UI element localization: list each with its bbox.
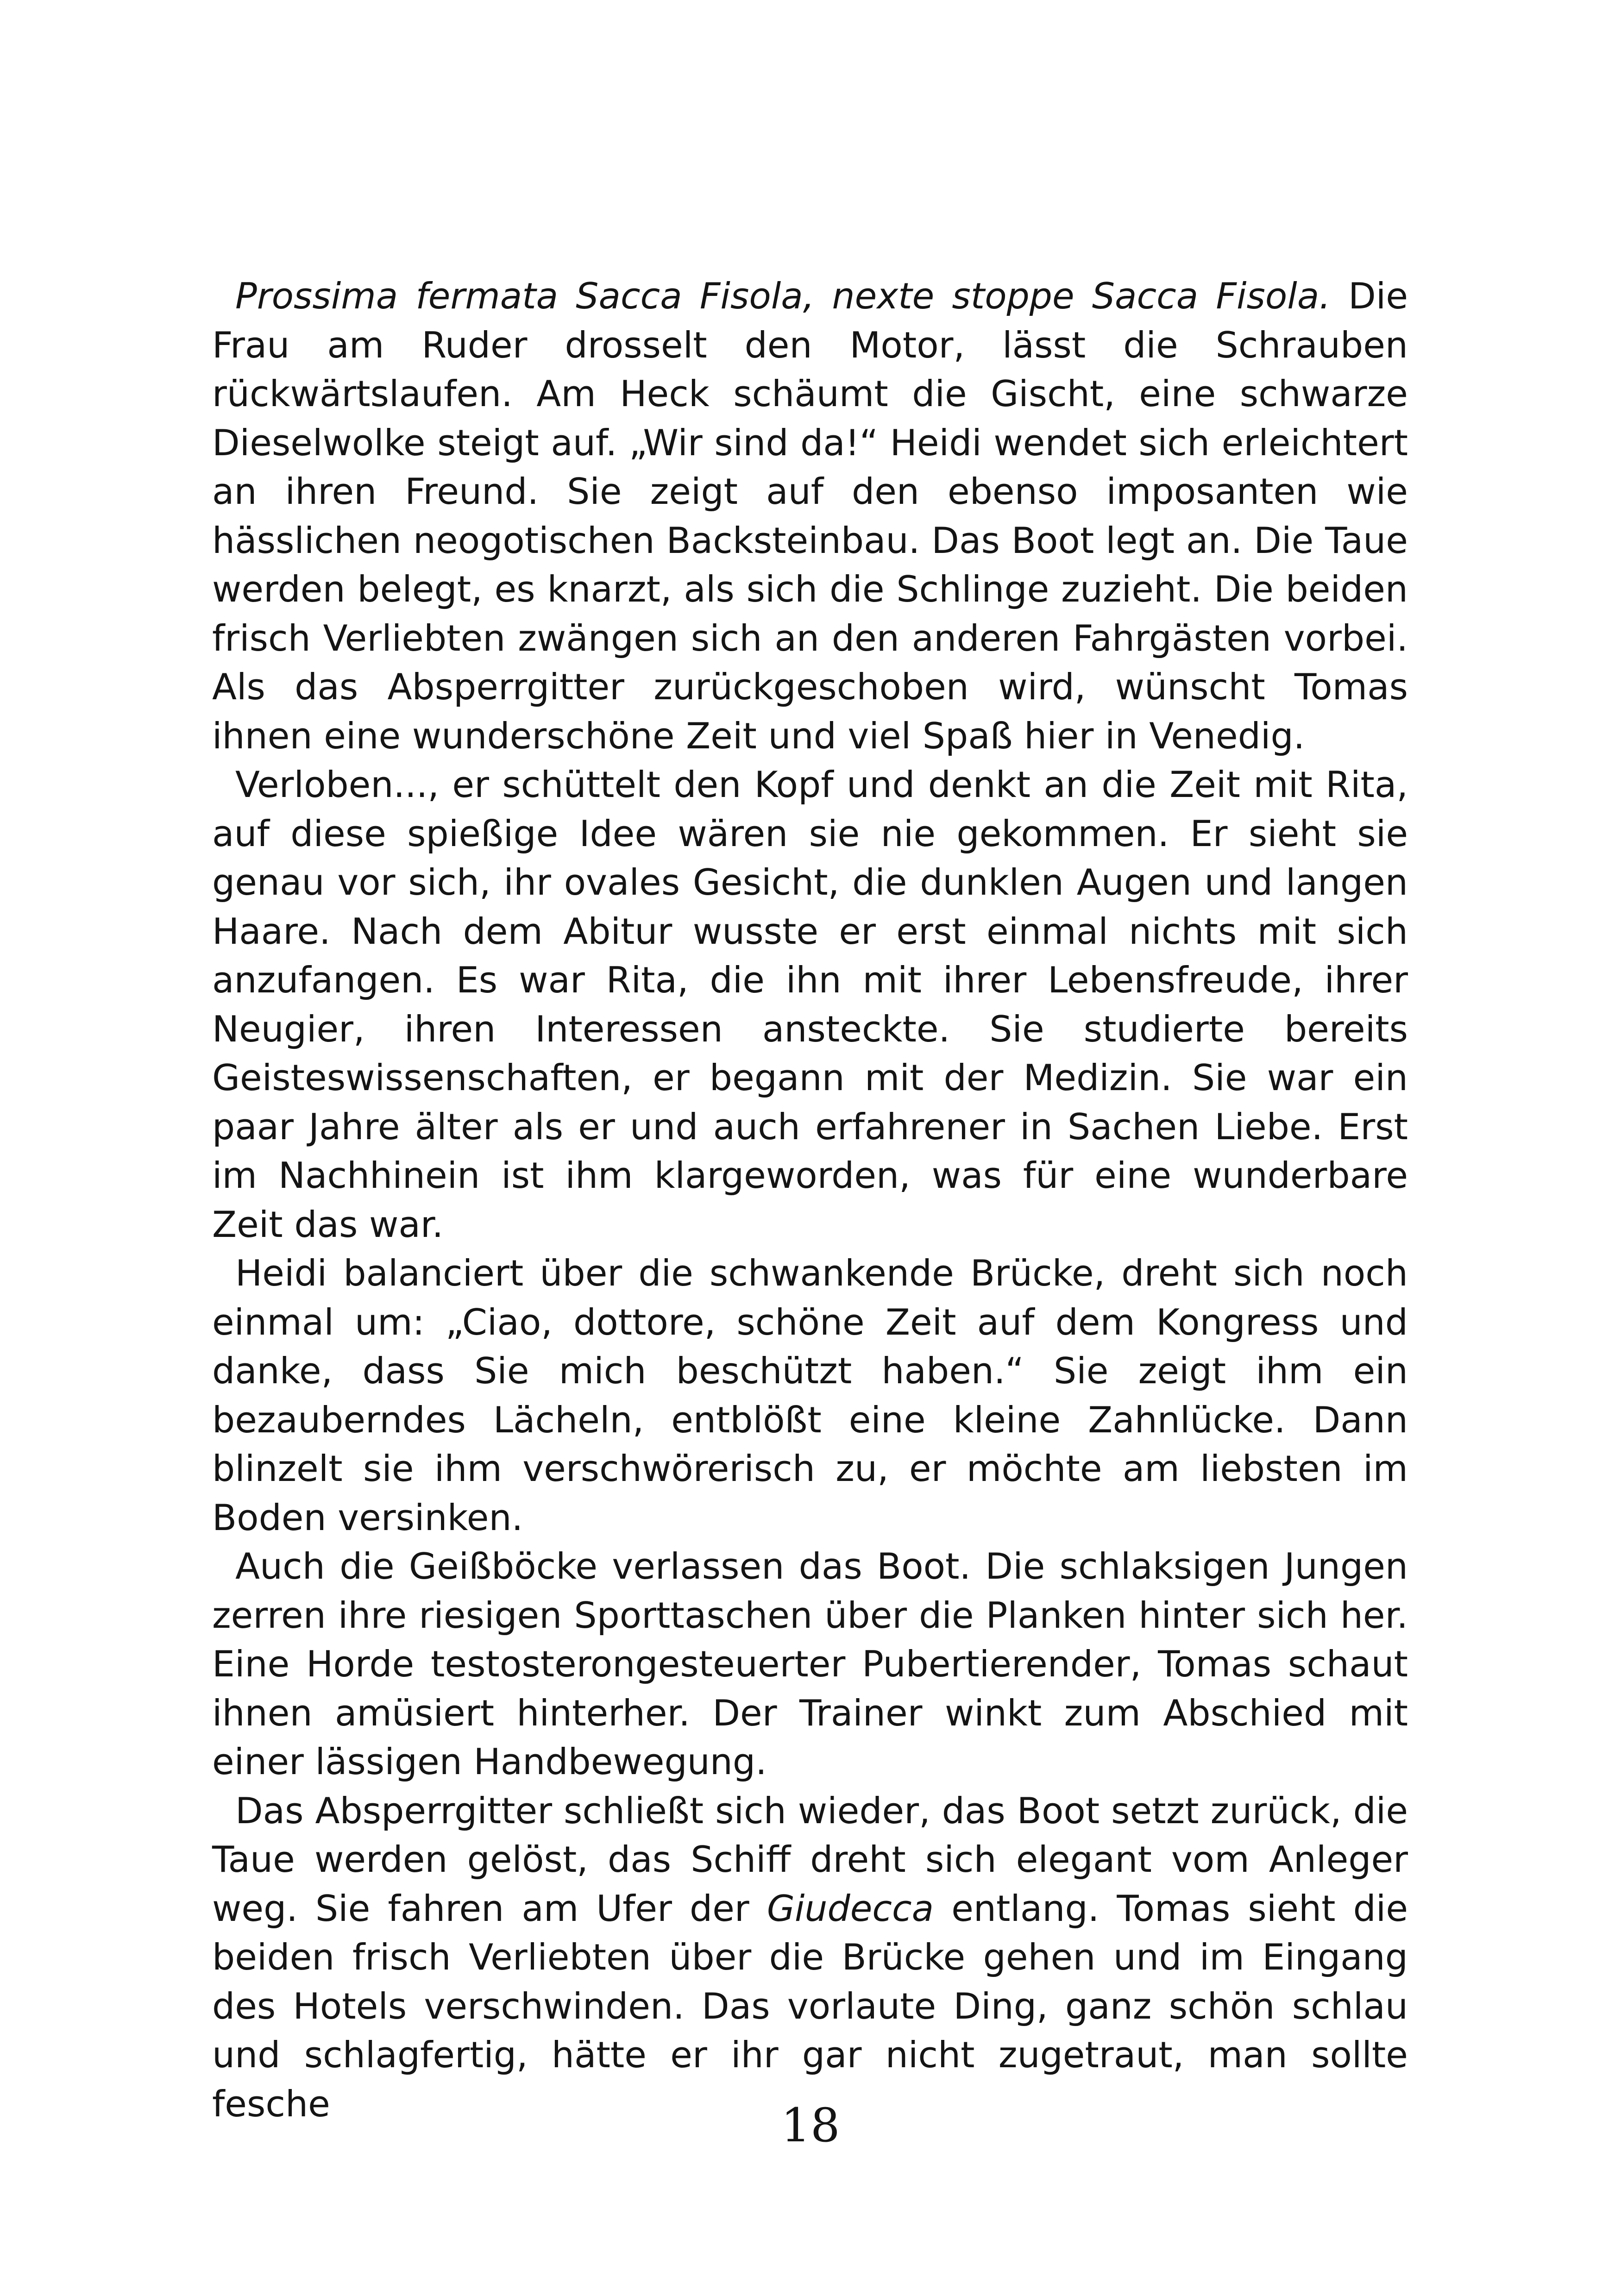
italic-announcement: Prossima fermata Sacca Fisola, nexte stoppe Sacca Fisola. [235, 276, 1331, 317]
paragraph-4: Auch die Geißböcke verlassen das Boot. Die schlaksigen Jungen zerren ihre riesigen Sporttaschen über die Planken hinter sich her. Eine Horde testosterongesteuerter Pubertierender, Tomas schaut ihnen amüsiert hinterher. Der Trainer winkt zum Abschied mit einer lässigen Handbewegung. [212, 1546, 1408, 1783]
page-number: 18 [781, 2098, 840, 2152]
paragraph-5-text-before: Das Absperrgitter schließt sich wieder, das Boot setzt zurück, die Taue werden gelöst, das Schiff dreht sich elegant vom Anleger weg. Sie fahren am Ufer der [212, 1790, 1408, 1930]
paragraph-5 [212, 1787, 1408, 2129]
paragraph-3: Heidi balanciert über die schwankende Brücke, dreht sich noch einmal um: „Ciao, dottore, schöne Zeit auf dem Kongress und danke, dass Sie mich beschützt haben.“ Sie zeigt ihm ein bezauberndes Lächeln, entblößt eine kleine Zahnlücke. Dann blinzelt sie ihm verschwörerisch zu, er möchte am liebsten im Boden versinken. [212, 1253, 1408, 1539]
italic-place-name: Giudecca [767, 1888, 934, 1930]
paragraph-1 [212, 272, 1408, 761]
paragraph-1-text: Die Frau am Ruder drosselt den Motor, lässt die Schrauben rückwärtslaufen. Am Heck schäumt die Gischt, eine schwarze Dieselwolke steigt auf. „Wir sind da!“ Heidi wendet sich erleichtert an ihren Freund. Sie zeigt auf den ebenso imposanten wie hässlichen neogotischen Backsteinbau. Das Boot legt an. Die Taue werden belegt, es knarzt, als sich die Schlinge zuzieht. Die beiden frisch Verliebten zwängen sich an den anderen Fahrgästen vorbei. Als das Absperrgitter zurückgeschoben wird, wünscht Tomas ihnen eine wunderschöne Zeit und viel Spaß hier in Venedig. [212, 276, 1408, 757]
body-text [212, 272, 1408, 2129]
paragraph-5-text-after: entlang. Tomas sieht die beiden frisch Verliebten über die Brücke gehen und im Eingang des Hotels verschwinden. Das vorlaute Ding, ganz schön schlau und schlagfertig, hätte er ihr gar nicht zugetraut, man sollte fesche [212, 1888, 1408, 2125]
paragraph-2: Verloben..., er schüttelt den Kopf und denkt an die Zeit mit Rita, auf diese spießige Idee wären sie nie gekommen. Er sieht sie genau vor sich, ihr ovales Gesicht, die dunklen Augen und langen Haare. Nach dem Abitur wusste er erst einmal nichts mit sich anzufangen. Es war Rita, die ihn mit ihrer Lebensfreude, ihrer Neugier, ihren Interessen ansteckte. Sie studierte bereits Geisteswissenschaften, er begann mit der Medizin. Sie war ein paar Jahre älter als er und auch erfahrener in Sachen Liebe. Erst im Nachhinein ist ihm klargeworden, was für eine wunderbare Zeit das war. [212, 764, 1408, 1246]
